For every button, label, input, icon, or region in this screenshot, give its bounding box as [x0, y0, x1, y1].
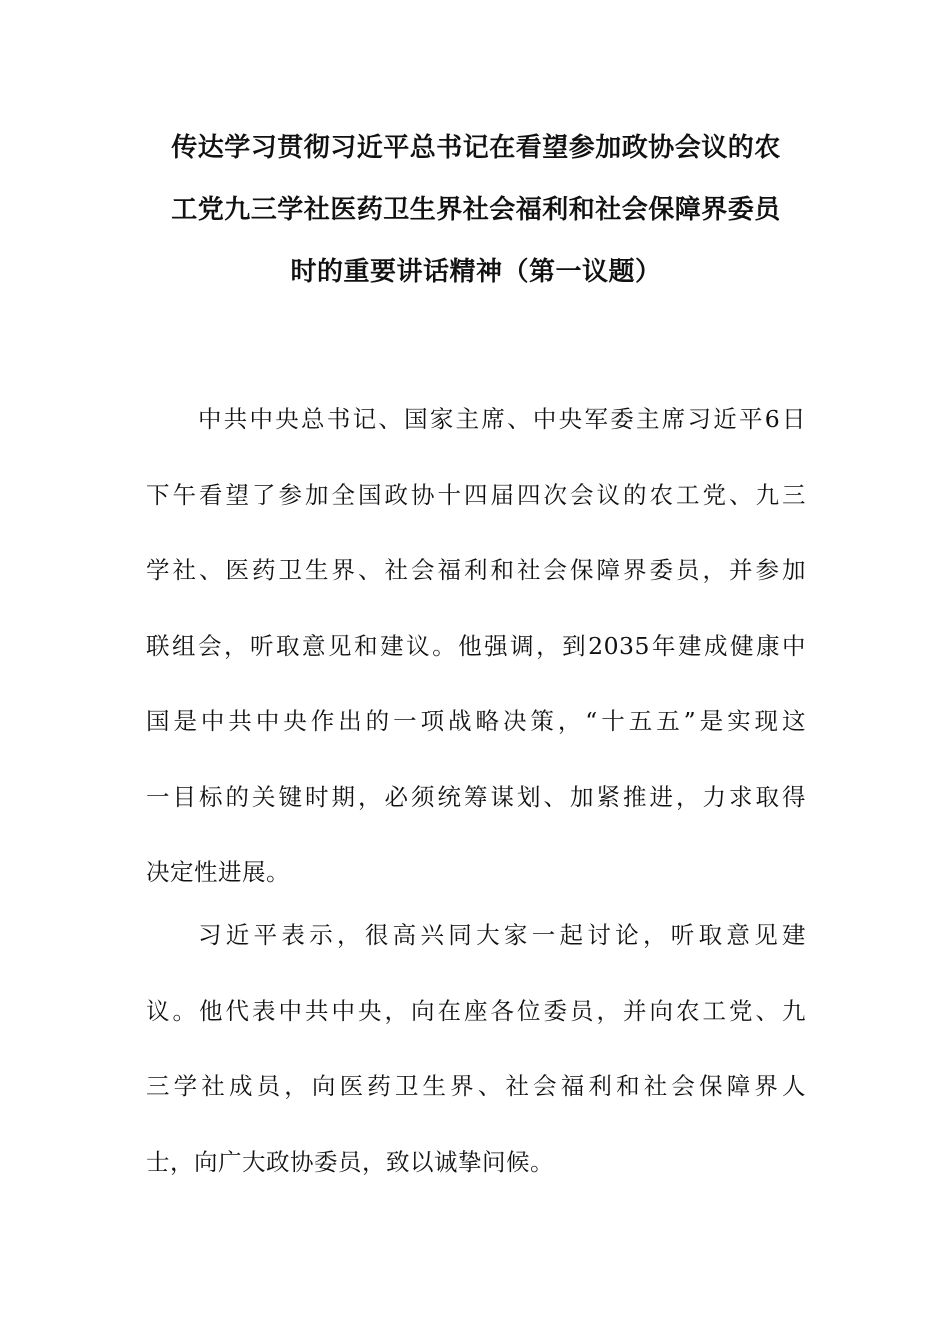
- paragraph-line: 习近平表示，很高兴同大家一起讨论，听取意见建: [198, 921, 806, 949]
- paragraph-line: 议。他代表中共中央，向在座各位委员，并向农工党、九: [146, 996, 806, 1025]
- paragraph-2: [146, 898, 806, 1200]
- paragraph-line: 中共中央总书记、国家主席、中央军委主席习近平6日: [198, 405, 806, 433]
- paragraph-line: 学社、医药卫生界、社会福利和社会保障界委员，并参加: [146, 556, 806, 584]
- paragraph-line: 一目标的关键时期，必须统筹谋划、加紧推进，力求取得: [146, 782, 806, 811]
- document-title: [146, 117, 806, 303]
- paragraph-line: 决定性进展。: [146, 858, 290, 886]
- paragraph-line: 三学社成员，向医药卫生界、社会福利和社会保障界人: [146, 1072, 806, 1100]
- title-line: 传达学习贯彻习近平总书记在看望参加政协会议的农: [171, 133, 781, 163]
- paragraph-1: [146, 382, 806, 911]
- title-line: 工党九三学社医药卫生界社会福利和社会保障界委员: [171, 195, 781, 225]
- paragraph-line: 士，向广大政协委员，致以诚挚问候。: [146, 1147, 554, 1176]
- paragraph-line: 国是中共中央作出的一项战略决策，“十五五”是实现这: [146, 707, 806, 735]
- paragraph-line: 联组会，听取意见和建议。他强调，到2035年建成健康中: [146, 631, 806, 660]
- title-line: 时的重要讲话精神（第一议题）: [290, 257, 662, 287]
- paragraph-line: 下午看望了参加全国政协十四届四次会议的农工党、九三: [146, 480, 806, 509]
